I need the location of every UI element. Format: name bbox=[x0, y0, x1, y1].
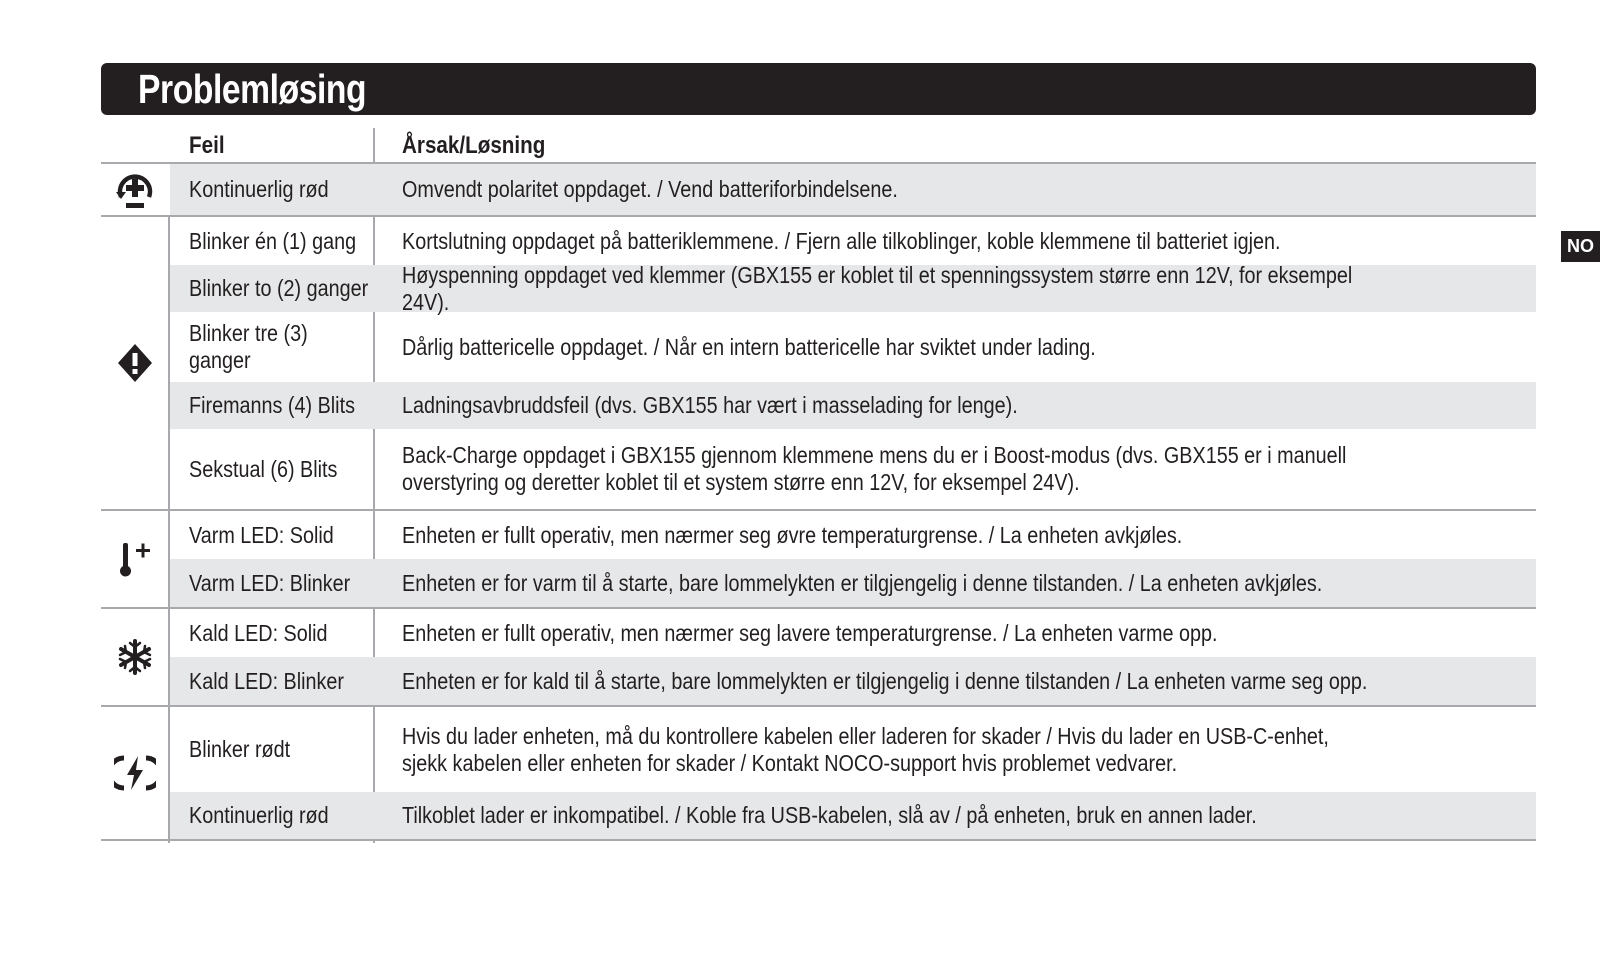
table-row bbox=[170, 559, 1536, 607]
table-row bbox=[170, 511, 1536, 559]
section-header-bar bbox=[101, 63, 1536, 115]
table-row bbox=[170, 261, 1536, 315]
fault-cell: Blinker rødt bbox=[189, 736, 291, 762]
cause-cell: Tilkoblet lader er inkompatibel. / Koble fra USB-kabelen, slå av / på enheten, bruk en annen lader. bbox=[402, 802, 1257, 828]
fault-cell: Firemanns (4) Blits bbox=[189, 392, 355, 418]
cause-cell: Dårlig battericelle oppdaget. / Når en intern battericelle har sviktet under lading. bbox=[402, 333, 1096, 360]
cause-cell: Enheten er for varm til å starte, bare lommelykten er tilgjengelig i denne tilstanden. / La enheten avkjøles. bbox=[402, 569, 1323, 596]
fault-cell: Blinker to (2) ganger bbox=[189, 275, 369, 301]
cause-cell: Enheten er fullt operativ, men nærmer seg lavere temperaturgrense. / La enheten varme opp. bbox=[402, 619, 1218, 646]
cause-column-header: Årsak/Løsning bbox=[402, 131, 546, 159]
fault-cell: Kald LED: Blinker bbox=[189, 667, 345, 694]
table-row bbox=[170, 217, 1536, 265]
table-row bbox=[170, 792, 1536, 839]
section-title: Problemløsing bbox=[138, 66, 367, 112]
fault-cell: Varm LED: Solid bbox=[189, 521, 334, 548]
table-bottom-rule bbox=[101, 839, 1536, 841]
table-row bbox=[170, 657, 1536, 705]
reverse-polarity-icon bbox=[101, 164, 169, 215]
snowflake-icon bbox=[101, 609, 169, 705]
fault-column-header: Feil bbox=[189, 131, 225, 159]
fault-cell: Blinker tre (3) ganger bbox=[189, 320, 308, 373]
fault-cell: Kontinuerlig rød bbox=[189, 176, 329, 202]
table-row bbox=[170, 164, 1536, 215]
table-row bbox=[170, 609, 1536, 657]
warning-icon bbox=[101, 217, 169, 509]
table-row bbox=[170, 312, 1536, 382]
fault-cell: Varm LED: Blinker bbox=[189, 569, 351, 596]
language-tab: NO bbox=[1561, 231, 1600, 262]
cause-cell: Høyspenning oppdaget ved klemmer (GBX155 er koblet til et spenningssystem større enn 12V, for eksempel 24V). bbox=[402, 261, 1353, 315]
cause-cell: Hvis du lader enheten, må du kontrollere kabelen eller laderen for skader / Hvis du lader en USB-C-enhet, sjekk kabelen eller enheten for skader / Kontakt NOCO-support hvis problemet vedvarer. bbox=[402, 722, 1329, 776]
charging-error-icon bbox=[101, 707, 169, 839]
fault-cell: Sekstual (6) Blits bbox=[189, 455, 338, 482]
cause-cell: Omvendt polaritet oppdaget. / Vend batteriforbindelsene. bbox=[402, 176, 898, 202]
table-row bbox=[170, 382, 1536, 429]
cause-cell: Enheten er for kald til å starte, bare lommelykten er tilgjengelig i denne tilstanden / La enheten varme seg opp. bbox=[402, 667, 1368, 694]
fault-cell: Blinker én (1) gang bbox=[189, 227, 357, 254]
cause-cell: Enheten er fullt operativ, men nærmer seg øvre temperaturgrense. / La enheten avkjøles. bbox=[402, 521, 1183, 548]
table-row bbox=[170, 429, 1536, 509]
cause-cell: Ladningsavbruddsfeil (dvs. GBX155 har vært i masselading for lenge). bbox=[402, 392, 1018, 418]
table-row bbox=[170, 707, 1536, 792]
cause-cell: Kortslutning oppdaget på batteriklemmene. / Fjern alle tilkoblinger, koble klemmene til batteriet igjen. bbox=[402, 227, 1281, 254]
cause-cell: Back-Charge oppdaget i GBX155 gjennom klemmene mens du er i Boost-modus (dvs. GBX155 er i manuell overstyring og deretter koblet til et system større enn 12V, for eksempel 24V). bbox=[402, 442, 1347, 495]
fault-cell: Kald LED: Solid bbox=[189, 619, 328, 646]
fault-cell: Kontinuerlig rød bbox=[189, 802, 329, 828]
hot-temperature-icon bbox=[101, 511, 169, 607]
